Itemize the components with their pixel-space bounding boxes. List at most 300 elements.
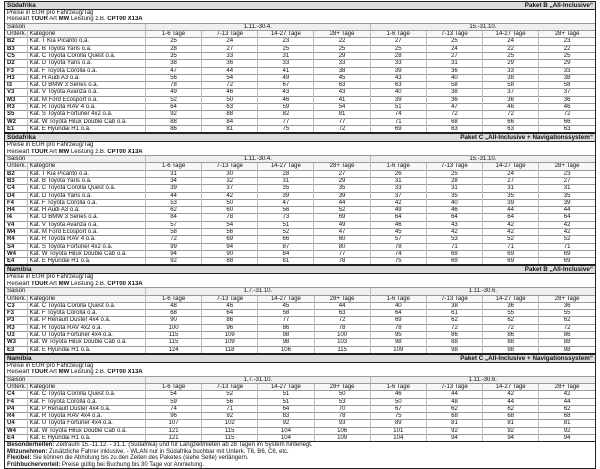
price-cell: 71 [202, 405, 258, 412]
price-cell: 40 [370, 302, 426, 309]
section-header [5, 134, 595, 142]
column-header: 1-6 Tage [370, 384, 426, 391]
price-cell: 24 [483, 170, 539, 177]
vehicle-category: Kat. F Toyota Corolla o.ä. [27, 398, 145, 405]
table-row [5, 60, 595, 67]
season-label: Saison [5, 156, 145, 163]
vehicle-code: P3 [5, 317, 27, 324]
intro-code: MW [58, 16, 70, 23]
season-period-1: 1.11.-30.4. [145, 23, 370, 30]
price-cell: 49 [314, 221, 370, 228]
price-cell: 64 [370, 214, 426, 221]
price-cell: 46 [202, 302, 258, 309]
price-cell: 51 [370, 104, 426, 111]
season-period-2: 15.-31.10. [370, 156, 595, 163]
table-row [5, 250, 595, 257]
column-header: 28+ Tage [539, 163, 595, 170]
price-cell: 22 [483, 45, 539, 52]
price-cell: 36 [426, 67, 482, 74]
table-row [5, 52, 595, 59]
price-cell: 50 [370, 398, 426, 405]
intro-text: Reiseart [7, 280, 32, 287]
price-cell: 86 [483, 332, 539, 339]
vehicle-category: Kat. M Ford Ecosport o.ä. [27, 228, 145, 235]
price-cell: 72 [314, 317, 370, 324]
intro-code: CPT00 X13A [107, 148, 143, 155]
vehicle-category: Kat. P Renault Duster 4x4 o.ä. [27, 317, 145, 324]
price-cell: 36 [202, 60, 258, 67]
price-cell: 46 [539, 104, 595, 111]
vehicle-code: B2 [5, 170, 27, 177]
price-cell: 86 [258, 324, 314, 331]
column-header: 14-27 Tage [258, 31, 314, 38]
price-cell: 44 [202, 67, 258, 74]
price-cell: 71 [483, 243, 539, 250]
price-cell: 98 [258, 339, 314, 346]
price-cell: 51 [258, 398, 314, 405]
vehicle-category: Kat. W Toyota Hilux Double Cab o.ä. [27, 427, 145, 434]
price-cell: 78 [314, 258, 370, 265]
price-cell: 68 [426, 118, 482, 125]
price-cell: 31 [145, 170, 201, 177]
price-cell: 62 [483, 317, 539, 324]
price-cell: 66 [483, 118, 539, 125]
price-cell: 61 [426, 310, 482, 317]
price-cell: 53 [314, 398, 370, 405]
price-cell: 25 [426, 38, 482, 45]
price-cell: 42 [370, 199, 426, 206]
price-cell: 39 [145, 185, 201, 192]
vehicle-code: W4 [5, 427, 27, 434]
price-cell: 69 [483, 250, 539, 257]
season-period-1: 1.7.-31.10. [145, 288, 370, 295]
price-cell: 54 [314, 104, 370, 111]
price-cell: 42 [539, 221, 595, 228]
table-row [5, 125, 595, 132]
vehicle-category: Kat. W Toyota Hilux Double Cab o.ä. [27, 339, 145, 346]
vehicle-code: M4 [5, 228, 27, 235]
price-cell: 86 [426, 332, 482, 339]
column-header: 1-6 Tage [145, 295, 201, 302]
footer-text: Preise gültig bei Buchung bis 30 Tage vor Anmietung. [60, 461, 204, 468]
table-row [5, 435, 595, 442]
price-cell: 52 [314, 207, 370, 214]
table-row [5, 236, 595, 243]
intro-code: TOUR [31, 16, 48, 23]
price-cell: 63 [202, 104, 258, 111]
table-row [5, 104, 595, 111]
price-cell: 25 [426, 170, 482, 177]
vehicle-category: Kat. T Kia Picanto o.ä. [27, 170, 145, 177]
price-cell: 121 [145, 427, 201, 434]
table-row [5, 391, 595, 398]
price-cell: 23 [539, 170, 595, 177]
vehicle-code: C5 [5, 52, 27, 59]
price-cell: 38 [539, 74, 595, 81]
vehicle-category: Kat. R Toyota RAV 4 o.ä. [27, 104, 145, 111]
price-cell: 78 [370, 243, 426, 250]
vehicle-code: U4 [5, 420, 27, 427]
price-cell: 45 [258, 302, 314, 309]
price-cell: 66 [539, 118, 595, 125]
price-cell: 51 [258, 221, 314, 228]
price-cell: 73 [258, 214, 314, 221]
price-cell: 93 [314, 420, 370, 427]
price-cell: 92 [145, 258, 201, 265]
price-cell: 57 [145, 221, 201, 228]
vehicle-code: F3 [5, 310, 27, 317]
price-cell: 41 [314, 96, 370, 103]
price-cell: 98 [258, 332, 314, 339]
price-section [4, 133, 596, 265]
price-cell: 27 [314, 170, 370, 177]
price-cell: 52 [258, 228, 314, 235]
price-cell: 104 [258, 427, 314, 434]
price-cell: 25 [145, 38, 201, 45]
column-header: 28+ Tage [539, 31, 595, 38]
price-cell: 42 [483, 391, 539, 398]
price-cell: 64 [370, 310, 426, 317]
column-header: 14-27 Tage [483, 31, 539, 38]
vehicle-category: Kat. B Toyota Yaris o.ä. [27, 45, 145, 52]
price-cell: 94 [483, 435, 539, 442]
price-unit-note: Preise in EUR pro Fahrzeug/Tag [7, 142, 94, 149]
intro-code: MW [58, 280, 70, 287]
price-cell: 74 [370, 111, 426, 118]
vehicle-code: V4 [5, 221, 27, 228]
price-cell: 124 [145, 346, 201, 353]
price-cell: 72 [539, 111, 595, 118]
price-cell: 30 [202, 170, 258, 177]
vehicle-category: Kat. T Kia Picanto o.ä. [27, 38, 145, 45]
price-cell: 94 [202, 243, 258, 250]
package-name: Paket C „All-Inclusive + Navigationssystem“ [460, 134, 593, 142]
column-header: Unterk. [7, 295, 27, 302]
price-cell: 88 [145, 118, 201, 125]
price-cell: 115 [202, 427, 258, 434]
price-unit-note: Preise in EUR pro Fahrzeug/Tag [7, 274, 94, 281]
table-row [5, 74, 595, 81]
table-row [5, 45, 595, 52]
price-cell: 36 [483, 96, 539, 103]
price-cell: 42 [539, 228, 595, 235]
intro-code: CPT00 X13A [107, 280, 143, 287]
price-cell: 38 [145, 60, 201, 67]
price-cell: 72 [202, 82, 258, 89]
price-cell: 39 [370, 67, 426, 74]
price-cell: 33 [258, 60, 314, 67]
season-period-2: 1.11.-30.6. [370, 376, 595, 383]
price-cell: 35 [539, 192, 595, 199]
price-cell: 39 [258, 192, 314, 199]
vehicle-code: S5 [5, 111, 27, 118]
price-cell: 69 [539, 258, 595, 265]
price-cell: 22 [539, 45, 595, 52]
table-row [5, 258, 595, 265]
price-cell: 25 [258, 45, 314, 52]
price-cell: 40 [370, 89, 426, 96]
price-cell: 46 [483, 104, 539, 111]
price-cell: 78 [145, 82, 201, 89]
price-cell: 29 [314, 52, 370, 59]
price-cell: 94 [539, 435, 595, 442]
vehicle-code: R3 [5, 324, 27, 331]
season-row [5, 376, 595, 383]
intro-text: Art [47, 369, 59, 376]
column-header: Kategorie [27, 295, 145, 302]
price-cell: 104 [258, 435, 314, 442]
column-header: Kategorie [27, 384, 145, 391]
price-cell: 43 [426, 221, 482, 228]
price-cell: 109 [370, 346, 426, 353]
price-cell: 77 [314, 118, 370, 125]
price-cell: 69 [426, 258, 482, 265]
price-table [5, 376, 595, 442]
price-cell: 99 [145, 243, 201, 250]
price-cell: 118 [202, 346, 258, 353]
price-cell: 86 [145, 125, 201, 132]
table-row [5, 207, 595, 214]
price-cell: 44 [483, 398, 539, 405]
price-cell: 60 [202, 207, 258, 214]
price-cell: 46 [370, 391, 426, 398]
price-cell: 80 [314, 243, 370, 250]
price-cell: 36 [483, 302, 539, 309]
vehicle-category: Kat. F Toyota Corolla o.ä. [27, 199, 145, 206]
table-row [5, 96, 595, 103]
vehicle-code: R4 [5, 413, 27, 420]
price-cell: 28 [370, 52, 426, 59]
price-cell: 41 [258, 67, 314, 74]
price-cell: 77 [314, 250, 370, 257]
intro-text: Reiseart [7, 16, 32, 23]
price-document [4, 0, 596, 442]
price-cell: 71 [370, 118, 426, 125]
price-cell: 96 [145, 413, 201, 420]
price-cell: 68 [483, 413, 539, 420]
price-cell: 104 [370, 435, 426, 442]
column-header: 28+ Tage [314, 295, 370, 302]
footer-label: Frühbuchervorteil: [7, 461, 61, 468]
table-row [5, 310, 595, 317]
table-row [5, 199, 595, 206]
price-section [4, 1, 596, 133]
price-cell: 37 [202, 185, 258, 192]
price-cell: 69 [314, 214, 370, 221]
vehicle-code: P4 [5, 405, 27, 412]
price-cell: 100 [314, 332, 370, 339]
price-cell: 27 [426, 52, 482, 59]
intro-code: MW [58, 369, 70, 376]
vehicle-code: F4 [5, 199, 27, 206]
price-cell: 63 [314, 82, 370, 89]
vehicle-category: Kat. S Toyota Fortuner 4x2 o.ä. [27, 111, 145, 118]
footer-text: Zeitraum 15.-11.12. - 31.1. (Südafrika) und für Langzeitmieten ab 28 Tagen im System hinterlegt. [54, 442, 313, 449]
section-header [5, 2, 595, 10]
price-cell: 49 [370, 207, 426, 214]
price-cell: 63 [539, 125, 595, 132]
price-cell: 35 [145, 52, 201, 59]
price-cell: 103 [314, 339, 370, 346]
vehicle-code: C3 [5, 302, 27, 309]
price-cell: 33 [483, 67, 539, 74]
price-cell: 69 [370, 125, 426, 132]
price-cell: 69 [426, 250, 482, 257]
table-row [5, 413, 595, 420]
price-cell: 29 [539, 60, 595, 67]
vehicle-category: Kat. W Toyota Hilux Double Cab o.ä. [27, 250, 145, 257]
intro-text: Leistung z.B. [69, 148, 108, 155]
vehicle-category: Kat. F Toyota Corolla o.ä. [27, 67, 145, 74]
vehicle-code: B2 [5, 38, 27, 45]
column-header: 1-6 Tage [370, 163, 426, 170]
price-cell: 72 [426, 324, 482, 331]
column-header: 28+ Tage [314, 163, 370, 170]
vehicle-category: Kat. S Toyota Fortuner 4x2 o.ä. [27, 243, 145, 250]
price-cell: 36 [426, 96, 482, 103]
price-cell: 58 [145, 228, 201, 235]
price-cell: 35 [258, 185, 314, 192]
price-cell: 33 [202, 52, 258, 59]
price-cell: 115 [145, 339, 201, 346]
price-cell: 72 [483, 111, 539, 118]
price-cell: 88 [483, 339, 539, 346]
price-cell: 24 [483, 38, 539, 45]
price-cell: 39 [370, 96, 426, 103]
table-row [5, 420, 595, 427]
price-cell: 64 [426, 214, 482, 221]
price-cell: 27 [483, 177, 539, 184]
table-row [5, 192, 595, 199]
column-header: 14-27 Tage [258, 384, 314, 391]
price-cell: 92 [258, 420, 314, 427]
section-title: Namibia [7, 354, 32, 362]
section-title: Namibia [7, 266, 32, 274]
price-cell: 54 [145, 391, 201, 398]
price-cell: 72 [426, 111, 482, 118]
vehicle-code: U3 [5, 332, 27, 339]
price-cell: 62 [483, 405, 539, 412]
price-cell: 90 [202, 250, 258, 257]
price-cell: 84 [202, 118, 258, 125]
intro-code: TOUR [31, 148, 48, 155]
price-cell: 78 [314, 324, 370, 331]
price-cell: 84 [145, 214, 201, 221]
price-cell: 50 [202, 199, 258, 206]
column-header: 14-27 Tage [483, 384, 539, 391]
price-cell: 121 [145, 435, 201, 442]
price-cell: 89 [370, 420, 426, 427]
price-cell: 49 [145, 89, 201, 96]
column-header: 1-6 Tage [145, 384, 201, 391]
column-header: 7-13 Tage [426, 31, 482, 38]
price-cell: 46 [202, 89, 258, 96]
price-cell: 25 [370, 45, 426, 52]
season-label: Saison [5, 23, 145, 30]
price-cell: 59 [258, 104, 314, 111]
price-cell: 83 [258, 413, 314, 420]
price-cell: 54 [202, 74, 258, 81]
table-row [5, 302, 595, 309]
table-row [5, 405, 595, 412]
price-cell: 56 [202, 228, 258, 235]
price-cell: 71 [426, 243, 482, 250]
price-cell: 115 [314, 346, 370, 353]
vehicle-category: Kat. H Audi A3 o.ä. [27, 74, 145, 81]
column-header: 1-6 Tage [145, 31, 201, 38]
footer-notes [4, 442, 596, 469]
season-period-2: 1.11.-30.6. [370, 288, 595, 295]
package-name: Paket B „All-Inclusive“ [524, 266, 593, 274]
column-header: Unterk. [7, 31, 27, 38]
price-cell: 95 [370, 332, 426, 339]
price-cell: 64 [145, 104, 201, 111]
price-cell: 31 [426, 185, 482, 192]
price-cell: 52 [483, 236, 539, 243]
price-cell: 58 [258, 310, 314, 317]
price-cell: 68 [426, 413, 482, 420]
price-cell: 37 [539, 89, 595, 96]
price-cell: 88 [539, 339, 595, 346]
price-table [5, 155, 595, 264]
price-cell: 33 [370, 60, 426, 67]
column-header: 1-6 Tage [370, 31, 426, 38]
intro-text: Art [47, 16, 59, 23]
vehicle-category: Kat. R Toyota RAV 4x4 o.ä. [27, 413, 145, 420]
vehicle-code: C4 [5, 391, 27, 398]
vehicle-code: I3 [5, 82, 27, 89]
table-row [5, 214, 595, 221]
price-cell: 27 [202, 45, 258, 52]
table-row [5, 89, 595, 96]
price-cell: 69 [370, 317, 426, 324]
price-cell: 56 [145, 74, 201, 81]
vehicle-category: Kat. O BMW 3 Series o.ä. [27, 214, 145, 221]
price-cell: 44 [426, 391, 482, 398]
table-row [5, 177, 595, 184]
price-cell: 50 [314, 391, 370, 398]
price-cell: 107 [145, 420, 201, 427]
footer-label: Flexibel: [7, 455, 32, 462]
season-period-1: 1.7.-31.10. [145, 376, 370, 383]
price-cell: 44 [483, 207, 539, 214]
price-cell: 34 [145, 177, 201, 184]
table-row [5, 398, 595, 405]
price-cell: 31 [258, 177, 314, 184]
column-header: 7-13 Tage [202, 384, 258, 391]
column-header: 14-27 Tage [258, 163, 314, 170]
price-cell: 54 [202, 221, 258, 228]
vehicle-category: Kat. V Toyota Avanza o.ä. [27, 89, 145, 96]
price-table [5, 23, 595, 132]
price-cell: 31 [370, 177, 426, 184]
column-header: 28+ Tage [314, 31, 370, 38]
intro-code: CPT00 X13A [107, 16, 143, 23]
price-cell: 81 [426, 420, 482, 427]
price-cell: 35 [483, 192, 539, 199]
price-cell: 29 [314, 177, 370, 184]
price-cell: 69 [202, 236, 258, 243]
price-cell: 56 [202, 398, 258, 405]
column-header: Kategorie [27, 163, 145, 170]
price-cell: 31 [258, 52, 314, 59]
vehicle-category: Kat. B Toyota Yaris o.ä. [27, 177, 145, 184]
price-cell: 92 [483, 427, 539, 434]
table-row [5, 67, 595, 74]
vehicle-category: Kat. E Hyundai H1 o.ä. [27, 346, 145, 353]
table-row [5, 111, 595, 118]
season-label: Saison [5, 288, 145, 295]
